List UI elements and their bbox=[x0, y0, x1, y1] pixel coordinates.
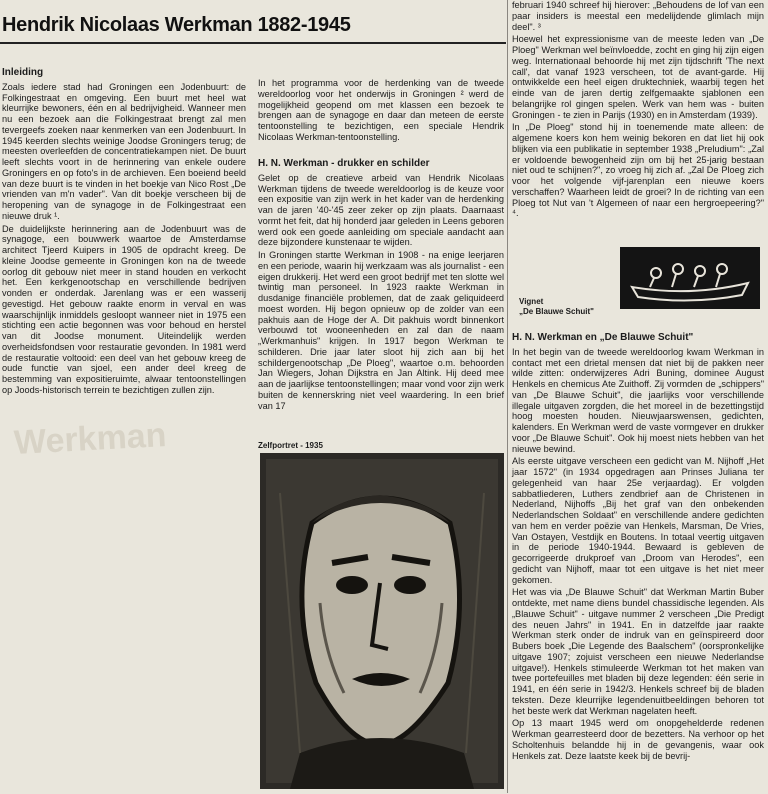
drukker-paragraph-3: februari 1940 schreef hij hierover: „Behoudens de lof van een paar insiders is meestal een medelijdende glimlach mijn deel". ³ bbox=[512, 0, 764, 32]
self-portrait-drawing bbox=[260, 453, 504, 789]
inleiding-paragraph-1: Zoals iedere stad had Groningen een Jodenbuurt: de Folkingestraat en omgeving. Een buurt met heel wat kleurrijke bewoners, één en al bedrijvigheid. Wanneer men nu een bezoek aan die Folkingestraat brengt zal men tevergeefs zoeken naar kenmerken van een Jodenbuurt. In 1945 keerden slechts weinige Joodse Groningers terug; de meesten overleefden de concentratiekampen niet. De buurt leeft slechts voort in de herinnering van enkele oudere Groningers en op foto's in de archieven. Een boeiend beeld van deze buurt is te vinden in het boekje van Nico Rost „De vrienden van m'n vader". Van dit boekje verscheen bij de heropening van de synagoge in de Folkingestraat een nieuwe druk ¹. bbox=[2, 81, 246, 221]
heading-blauwe-schuit: H. N. Werkman en „De Blauwe Schuit" bbox=[512, 332, 694, 343]
article-title: Hendrik Nicolaas Werkman 1882-1945 bbox=[2, 14, 351, 36]
blauwe-schuit-vignette bbox=[620, 247, 760, 309]
drukker-paragraph-2: In Groningen startte Werkman in 1908 - na enige leerjaren en een periode, waarin hij werkzaam was als journalist - een eigen drukkerij. Het werd een groot bedrijf met ten slotte wel twintig man personeel. In 1923 raakte Werkman in dusdanige financiële problemen, dat de zaak geliquideerd moest worden. Hij begon opnieuw op de zolder van een pakhuis aan de Hoge der A. Dit pakhuis wordt binnenkort verbouwd tot wooneenheden en zal dan de naam „Werkmanhuis" krijgen. In 1917 begon Werkman te schilderen. Drie jaar later sloot hij zich aan bij het schildergenootschap „De Ploeg", waartoe o.m. behoorden Jan Wiegers, Johan Dijkstra en Jan Altink. Hij deed mee aan de jaarlijkse tentoonstellingen; maar vond voor zijn werk buiten de kennerskring niet veel waardering. In een brief van 17 bbox=[258, 250, 504, 411]
column-2-drukker bbox=[258, 159, 504, 411]
column-3-blauwe-schuit bbox=[512, 333, 764, 761]
column-3-top bbox=[512, 0, 764, 219]
column-2-intro bbox=[258, 78, 504, 143]
heading-inleiding: Inleiding bbox=[2, 67, 44, 78]
vignette-caption: Vignet „De Blauwe Schuit" bbox=[519, 297, 594, 316]
drukker-paragraph-1: Gelet op de creatieve arbeid van Hendrik Nicolaas Werkman tijdens de tweede wereldoorlog is de keuze voor een expositie van zijn werk in het kader van de herdenking van de jaren '40-'45 zeer zeker op zijn plaats. Daarnaast vormt het feit, dat hij honderd jaar geleden in Leens geboren werd ook een goede aanleiding om speciale aandacht aan deze bijzondere kunstenaar te wijden. bbox=[258, 172, 504, 248]
portrait-caption: Zelfportret - 1935 bbox=[258, 441, 323, 450]
heading-drukker: H. N. Werkman - drukker en schilder bbox=[258, 158, 430, 169]
inleiding-paragraph-2: De duidelijkste herinnering aan de Jodenbuurt was de synagoge, een bouwwerk waartoe de Amsterdamse architect Tjeerd Kuipers in 1905 de opdracht kreeg. De kleine Joodse gemeente in Groningen kon na de tweede oorlog dit gebouw niet meer in stand houden en verkocht het. Een kerkgenootschap en verschillende bedrijven vonden er onderdak. Jarenlang was er een wasserij gevestigd. Het gebouw raakte enorm in verval en was waarschijnlijk inmiddels gesloopt wanneer niet in 1975 een stichting een actie begonnen was voor behoud en herstel van dit Joodse monument. Uiteindelijk werden overheidsfondsen voor restauratie gevonden. In 1981 werd de restauratie voltooid: een deel van het gebouw kreeg de oude functie van sjoel, een ander deel kreeg de bestemming van expositieruimte, alwaar tentoonstellingen op Joods-historisch terrein te bezichtigen zullen zijn. bbox=[2, 223, 246, 395]
column-1 bbox=[2, 68, 246, 396]
drukker-paragraph-5: In „De Ploeg" stond hij in toenemende mate alleen: de algemene koers kon hem weinig bekoren en dat liet hij ook blijken via een publikatie in september 1938 „Preludium": „Zal er voldoende bewogenheid zijn om bij het 25-jarig bestaan niet oud te schijnen?", zo vroeg hij zich af. „Zal De Ploeg zich voor het volgende vijf-jarenplan een nieuwe koers verschaffen? Waarheen leidt de groei? In de richting van een Ploeg tot Nut van 't Algemeen of naar een hergroepeering?" ⁴. bbox=[512, 122, 764, 219]
column-divider bbox=[507, 0, 508, 793]
background-watermark-text: Werkman bbox=[13, 416, 168, 462]
inleiding-paragraph-3: In het programma voor de herdenking van de tweede wereldoorlog voor het onderwijs in Groningen ² werd de mogelijkheid geopend om met klassen een bezoek te brengen aan de synagoge en daar dan meteen de eerste tentoonstelling te bezichtigen, een speciale Hendrik Nicolaas Werkman-tentoonstelling. bbox=[258, 78, 504, 142]
self-portrait-image bbox=[260, 453, 504, 789]
blauwe-schuit-paragraph-4: Op 13 maart 1945 werd om onopgehelderde redenen Werkman gearresteerd door de bezetters. Na verhoor op het Scholtenhuis belandde hij in de gevangenis, waar ook Henkels zat. Deze laatste keek bij de bevrij- bbox=[512, 718, 764, 761]
boat-icon bbox=[620, 247, 760, 309]
blauwe-schuit-paragraph-2: Als eerste uitgave verscheen een gedicht van M. Nijhoff „Het jaar 1572" (in 1934 opgedragen aan Prinses Juliana ter gelegenheid van haar 25e verjaardag). Er volgden sabbatliederen, Luthers zendbrief aan de Christenen in Nederland, Nijhoffs „Bij het graf van den onbekenden Nederlandschen Soldaat" en verschillende andere gedichten van hem en verder poëzie van Henkels, Marsman, De Vries, Van Ostayen, Vestdijk en Boutens. In totaal veertig uitgaven in de periode 1940-1944. Bewaard is gebleven de gecorrigeerde drukproef van „Droom van Herodes", een gedicht van Nijhoff, maar tot een uitgave is het niet meer gekomen. bbox=[512, 456, 764, 585]
title-rule bbox=[0, 42, 506, 44]
blauwe-schuit-paragraph-3: Het was via „De Blauwe Schuit" dat Werkman Martin Buber ontdekte, met name diens bundel chassidische legenden. Als „Blauwe Schuit" - uitgave nummer 2 verscheen „Die Predigt des neuen Jahrs" in 1941. En in datzelfde jaar raakte Werkman sterk onder de indruk van en geïnspireerd door Bubers boek „Die Legende des Baalschem" (oorspronkelijke uitgave 1907; zojuist verscheen een nieuwe Nederlandse uitgave!). Henkels stimuleerde Werkman tot het maken van twee portefeuilles met bladen bij deze legenden: één serie in 1941, en één serie in 1942/3. Henkels schreef bij de bladen teksten. Deze kleurrijke legendenuitbeeldingen behoren tot het beste werk dat Werkman nagelaten heeft. bbox=[512, 587, 764, 716]
blauwe-schuit-paragraph-1: In het begin van de tweede wereldoorlog kwam Werkman in contact met een drietal mensen dat niet bij de pakken neer wilde zitten: onderwijzeres Adri Buning, dominee August Henkels en chemicus Ate Zuithoff. Zij vormden de „schippers" van „De Blauwe Schuit", die jaarlijks voor verschillende illegale uitgaven zorgden, die het moreel in de bezettingstijd hoog moesten houden. Nieuwjaarswensen, gedichten, kalenders. En Werkman werd de vaste vormgever en drukker voor „De Blauwe Schuit". Ook hij moest niets hebben van het nieuwe bewind. bbox=[512, 346, 764, 454]
drukker-paragraph-4: Hoewel het expressionisme van de meeste leden van „De Ploeg" Werkman wel beïnvloedde, zocht en ging hij zijn eigen weg. Internationaal behoorde hij met zijn tijdschrift 'The next call', dat vanaf 1923 verscheen, tot de avant-garde. Hij ontwikkelde een heel eigen druktechniek, waarbij tegen het einde van de jaren dertig zelfgemaakte sjablonen een belangrijke rol gingen spelen. Werk van hem was - buiten Groningen - te zien in Parijs (1930) en in Amsterdam (1939). bbox=[512, 34, 764, 120]
